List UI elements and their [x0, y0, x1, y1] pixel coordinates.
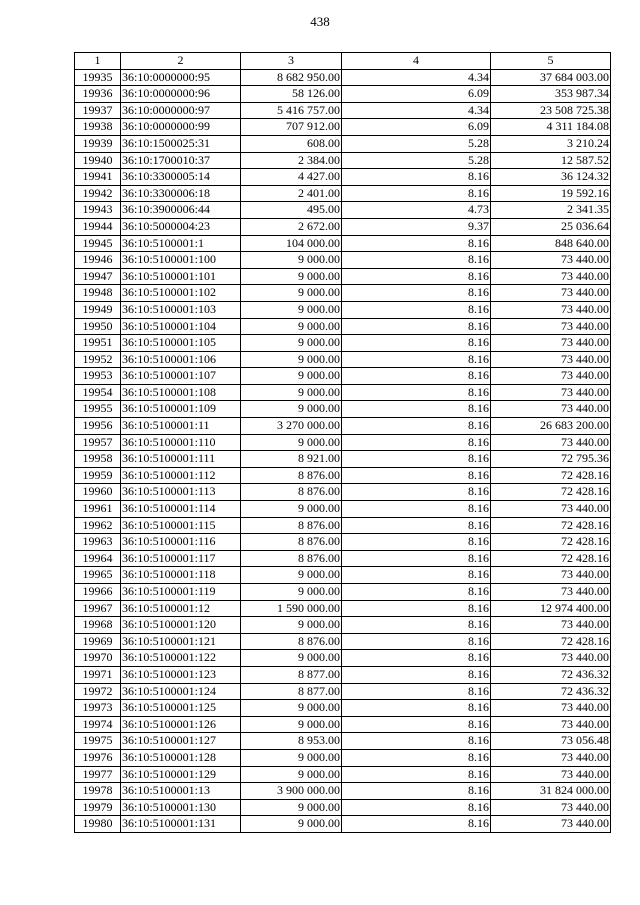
row-number-cell: 19945: [75, 235, 121, 252]
amount-cell: 73 440.00: [491, 700, 611, 717]
amount-cell: 73 440.00: [491, 318, 611, 335]
cadastral-number-cell: 36:10:5100001:123: [121, 666, 241, 683]
cadastral-number-cell: 36:10:5100001:129: [121, 766, 241, 783]
row-number-cell: 19969: [75, 633, 121, 650]
row-number-cell: 19937: [75, 102, 121, 119]
table-row: [75, 135, 611, 152]
cadastral-number-cell: 36:10:3300006:18: [121, 185, 241, 202]
amount-cell: 73 440.00: [491, 617, 611, 634]
row-number-cell: 19958: [75, 451, 121, 468]
cadastral-number-cell: 36:10:5000004:23: [121, 218, 241, 235]
row-number-cell: 19956: [75, 418, 121, 435]
value-cell: 8 682 950.00: [241, 69, 342, 86]
rate-cell: 5.28: [342, 152, 491, 169]
table-row: [75, 119, 611, 136]
row-number-cell: 19963: [75, 534, 121, 551]
cadastral-number-cell: 36:10:3900006:44: [121, 202, 241, 219]
value-cell: 495.00: [241, 202, 342, 219]
cadastral-number-cell: 36:10:5100001:13: [121, 783, 241, 800]
amount-cell: 73 440.00: [491, 650, 611, 667]
row-number-cell: 19943: [75, 202, 121, 219]
cadastral-number-cell: 36:10:5100001:124: [121, 683, 241, 700]
table-row: [75, 318, 611, 335]
row-number-cell: 19949: [75, 301, 121, 318]
amount-cell: 72 428.16: [491, 550, 611, 567]
rate-cell: 8.16: [342, 816, 491, 833]
amount-cell: 12 974 400.00: [491, 600, 611, 617]
cadastral-number-cell: 36:10:5100001:108: [121, 384, 241, 401]
amount-cell: 72 436.32: [491, 666, 611, 683]
value-cell: 9 000.00: [241, 384, 342, 401]
cadastral-number-cell: 36:10:5100001:101: [121, 268, 241, 285]
rate-cell: 4.34: [342, 102, 491, 119]
row-number-cell: 19970: [75, 650, 121, 667]
table-row: [75, 683, 611, 700]
value-cell: 2 401.00: [241, 185, 342, 202]
table-row: [75, 218, 611, 235]
rate-cell: 8.16: [342, 650, 491, 667]
row-number-cell: 19938: [75, 119, 121, 136]
rate-cell: 8.16: [342, 185, 491, 202]
cadastral-number-cell: 36:10:5100001:125: [121, 700, 241, 717]
row-number-cell: 19955: [75, 401, 121, 418]
row-number-cell: 19952: [75, 351, 121, 368]
rate-cell: 8.16: [342, 799, 491, 816]
rate-cell: 8.16: [342, 318, 491, 335]
amount-cell: 73 440.00: [491, 766, 611, 783]
table-row: [75, 600, 611, 617]
value-cell: 9 000.00: [241, 501, 342, 518]
amount-cell: 2 341.35: [491, 202, 611, 219]
amount-cell: 72 428.16: [491, 517, 611, 534]
table-row: [75, 517, 611, 534]
value-cell: 8 921.00: [241, 451, 342, 468]
cadastral-number-cell: 36:10:0000000:95: [121, 69, 241, 86]
amount-cell: 73 440.00: [491, 384, 611, 401]
table-row: [75, 550, 611, 567]
value-cell: 9 000.00: [241, 401, 342, 418]
amount-cell: 73 440.00: [491, 368, 611, 385]
value-cell: 58 126.00: [241, 86, 342, 103]
table-row: [75, 584, 611, 601]
value-cell: 9 000.00: [241, 252, 342, 269]
amount-cell: 73 440.00: [491, 434, 611, 451]
value-cell: 9 000.00: [241, 650, 342, 667]
row-number-cell: 19936: [75, 86, 121, 103]
row-number-cell: 19960: [75, 484, 121, 501]
amount-cell: 73 056.48: [491, 733, 611, 750]
value-cell: 8 876.00: [241, 633, 342, 650]
rate-cell: 8.16: [342, 700, 491, 717]
rate-cell: 8.16: [342, 584, 491, 601]
rate-cell: 4.73: [342, 202, 491, 219]
row-number-cell: 19964: [75, 550, 121, 567]
amount-cell: 72 428.16: [491, 484, 611, 501]
table-row: [75, 617, 611, 634]
table-row: [75, 749, 611, 766]
row-number-cell: 19975: [75, 733, 121, 750]
table-row: [75, 169, 611, 186]
table-row: [75, 633, 611, 650]
column-header-3: 3: [241, 53, 342, 70]
row-number-cell: 19954: [75, 384, 121, 401]
amount-cell: 36 124.32: [491, 169, 611, 186]
table-row: [75, 567, 611, 584]
value-cell: 9 000.00: [241, 584, 342, 601]
rate-cell: 8.16: [342, 301, 491, 318]
table-row: [75, 86, 611, 103]
cadastral-number-cell: 36:10:0000000:96: [121, 86, 241, 103]
page-number: 438: [310, 14, 330, 29]
table-row: [75, 484, 611, 501]
amount-cell: 73 440.00: [491, 268, 611, 285]
rate-cell: 8.16: [342, 567, 491, 584]
amount-cell: 353 987.34: [491, 86, 611, 103]
row-number-cell: 19966: [75, 584, 121, 601]
rate-cell: 8.16: [342, 384, 491, 401]
rate-cell: 8.16: [342, 368, 491, 385]
rate-cell: 8.16: [342, 252, 491, 269]
value-cell: 9 000.00: [241, 617, 342, 634]
row-number-cell: 19962: [75, 517, 121, 534]
cadastral-number-cell: 36:10:5100001:120: [121, 617, 241, 634]
value-cell: 8 877.00: [241, 683, 342, 700]
column-number-row: [75, 53, 611, 70]
amount-cell: 25 036.64: [491, 218, 611, 235]
value-cell: 9 000.00: [241, 700, 342, 717]
value-cell: 8 876.00: [241, 484, 342, 501]
table-row: [75, 285, 611, 302]
row-number-cell: 19978: [75, 783, 121, 800]
value-cell: 707 912.00: [241, 119, 342, 136]
row-number-cell: 19980: [75, 816, 121, 833]
table-row: [75, 650, 611, 667]
amount-cell: 73 440.00: [491, 567, 611, 584]
row-number-cell: 19944: [75, 218, 121, 235]
row-number-cell: 19941: [75, 169, 121, 186]
column-header-1: 1: [75, 53, 121, 70]
row-number-cell: 19953: [75, 368, 121, 385]
table-row: [75, 666, 611, 683]
column-header-4: 4: [342, 53, 491, 70]
row-number-cell: 19939: [75, 135, 121, 152]
table-row: [75, 235, 611, 252]
rate-cell: 8.16: [342, 467, 491, 484]
amount-cell: 73 440.00: [491, 816, 611, 833]
amount-cell: 73 440.00: [491, 351, 611, 368]
amount-cell: 73 440.00: [491, 584, 611, 601]
rate-cell: 8.16: [342, 451, 491, 468]
row-number-cell: 19940: [75, 152, 121, 169]
rate-cell: 8.16: [342, 749, 491, 766]
cadastral-number-cell: 36:10:5100001:105: [121, 335, 241, 352]
row-number-cell: 19968: [75, 617, 121, 634]
amount-cell: 12 587.52: [491, 152, 611, 169]
rate-cell: 8.16: [342, 169, 491, 186]
rate-cell: 6.09: [342, 86, 491, 103]
rate-cell: 8.16: [342, 434, 491, 451]
cadastral-number-cell: 36:10:5100001:100: [121, 252, 241, 269]
value-cell: 9 000.00: [241, 335, 342, 352]
value-cell: 608.00: [241, 135, 342, 152]
amount-cell: 31 824 000.00: [491, 783, 611, 800]
value-cell: 9 000.00: [241, 716, 342, 733]
value-cell: 3 270 000.00: [241, 418, 342, 435]
row-number-cell: 19961: [75, 501, 121, 518]
value-cell: 8 876.00: [241, 517, 342, 534]
rate-cell: 8.16: [342, 401, 491, 418]
table-row: [75, 335, 611, 352]
rate-cell: 5.28: [342, 135, 491, 152]
cadastral-number-cell: 36:10:5100001:109: [121, 401, 241, 418]
cadastral-number-cell: 36:10:5100001:11: [121, 418, 241, 435]
rate-cell: 6.09: [342, 119, 491, 136]
value-cell: 3 900 000.00: [241, 783, 342, 800]
row-number-cell: 19959: [75, 467, 121, 484]
rate-cell: 8.16: [342, 633, 491, 650]
cadastral-number-cell: 36:10:1700010:37: [121, 152, 241, 169]
cadastral-number-cell: 36:10:5100001:103: [121, 301, 241, 318]
row-number-cell: 19942: [75, 185, 121, 202]
amount-cell: 73 440.00: [491, 401, 611, 418]
table-row: [75, 418, 611, 435]
amount-cell: 73 440.00: [491, 716, 611, 733]
table-row: [75, 401, 611, 418]
rate-cell: 8.16: [342, 766, 491, 783]
rate-cell: 8.16: [342, 666, 491, 683]
amount-cell: 72 436.32: [491, 683, 611, 700]
cadastral-number-cell: 36:10:5100001:116: [121, 534, 241, 551]
table-row: [75, 368, 611, 385]
cadastral-number-cell: 36:10:5100001:107: [121, 368, 241, 385]
rate-cell: 8.16: [342, 484, 491, 501]
table-row: [75, 534, 611, 551]
cadastral-number-cell: 36:10:5100001:121: [121, 633, 241, 650]
registry-table: [74, 52, 611, 833]
table-row: [75, 252, 611, 269]
value-cell: 9 000.00: [241, 268, 342, 285]
value-cell: 9 000.00: [241, 318, 342, 335]
row-number-cell: 19947: [75, 268, 121, 285]
amount-cell: 26 683 200.00: [491, 418, 611, 435]
cadastral-number-cell: 36:10:5100001:127: [121, 733, 241, 750]
cadastral-number-cell: 36:10:5100001:122: [121, 650, 241, 667]
row-number-cell: 19967: [75, 600, 121, 617]
value-cell: 9 000.00: [241, 816, 342, 833]
value-cell: 8 876.00: [241, 550, 342, 567]
row-number-cell: 19948: [75, 285, 121, 302]
table-row: [75, 716, 611, 733]
value-cell: 5 416 757.00: [241, 102, 342, 119]
value-cell: 2 384.00: [241, 152, 342, 169]
cadastral-number-cell: 36:10:5100001:115: [121, 517, 241, 534]
amount-cell: 73 440.00: [491, 335, 611, 352]
value-cell: 9 000.00: [241, 434, 342, 451]
amount-cell: 4 311 184.08: [491, 119, 611, 136]
row-number-cell: 19972: [75, 683, 121, 700]
rate-cell: 9.37: [342, 218, 491, 235]
rate-cell: 8.16: [342, 550, 491, 567]
row-number-cell: 19951: [75, 335, 121, 352]
cadastral-number-cell: 36:10:5100001:126: [121, 716, 241, 733]
cadastral-number-cell: 36:10:5100001:1: [121, 235, 241, 252]
value-cell: 9 000.00: [241, 567, 342, 584]
table-row: [75, 733, 611, 750]
rate-cell: 8.16: [342, 335, 491, 352]
table-row: [75, 783, 611, 800]
rate-cell: 8.16: [342, 683, 491, 700]
value-cell: 9 000.00: [241, 368, 342, 385]
table-row: [75, 384, 611, 401]
cadastral-number-cell: 36:10:5100001:114: [121, 501, 241, 518]
cadastral-number-cell: 36:10:5100001:102: [121, 285, 241, 302]
rate-cell: 8.16: [342, 268, 491, 285]
amount-cell: 19 592.16: [491, 185, 611, 202]
value-cell: 8 876.00: [241, 467, 342, 484]
cadastral-number-cell: 36:10:5100001:117: [121, 550, 241, 567]
row-number-cell: 19950: [75, 318, 121, 335]
rate-cell: 8.16: [342, 600, 491, 617]
table-row: [75, 434, 611, 451]
cadastral-number-cell: 36:10:5100001:130: [121, 799, 241, 816]
table-row: [75, 185, 611, 202]
table-row: [75, 268, 611, 285]
cadastral-number-cell: 36:10:5100001:104: [121, 318, 241, 335]
value-cell: 1 590 000.00: [241, 600, 342, 617]
value-cell: 8 876.00: [241, 534, 342, 551]
table-row: [75, 501, 611, 518]
row-number-cell: 19946: [75, 252, 121, 269]
cadastral-number-cell: 36:10:3300005:14: [121, 169, 241, 186]
value-cell: 104 000.00: [241, 235, 342, 252]
row-number-cell: 19976: [75, 749, 121, 766]
amount-cell: 72 428.16: [491, 467, 611, 484]
value-cell: 2 672.00: [241, 218, 342, 235]
table-row: [75, 451, 611, 468]
cadastral-number-cell: 36:10:5100001:118: [121, 567, 241, 584]
table-row: [75, 202, 611, 219]
cadastral-number-cell: 36:10:0000000:99: [121, 119, 241, 136]
cadastral-number-cell: 36:10:5100001:113: [121, 484, 241, 501]
amount-cell: 73 440.00: [491, 749, 611, 766]
cadastral-number-cell: 36:10:5100001:111: [121, 451, 241, 468]
cadastral-number-cell: 36:10:5100001:106: [121, 351, 241, 368]
rate-cell: 8.16: [342, 517, 491, 534]
row-number-cell: 19957: [75, 434, 121, 451]
value-cell: 9 000.00: [241, 351, 342, 368]
table-row: [75, 152, 611, 169]
amount-cell: 73 440.00: [491, 285, 611, 302]
amount-cell: 848 640.00: [491, 235, 611, 252]
amount-cell: 72 428.16: [491, 633, 611, 650]
amount-cell: 23 508 725.38: [491, 102, 611, 119]
value-cell: 9 000.00: [241, 766, 342, 783]
amount-cell: 73 440.00: [491, 252, 611, 269]
amount-cell: 73 440.00: [491, 301, 611, 318]
rate-cell: 8.16: [342, 351, 491, 368]
cadastral-number-cell: 36:10:5100001:112: [121, 467, 241, 484]
row-number-cell: 19974: [75, 716, 121, 733]
value-cell: 9 000.00: [241, 301, 342, 318]
cadastral-number-cell: 36:10:5100001:128: [121, 749, 241, 766]
row-number-cell: 19965: [75, 567, 121, 584]
table-row: [75, 467, 611, 484]
rate-cell: 4.34: [342, 69, 491, 86]
amount-cell: 72 428.16: [491, 534, 611, 551]
column-header-2: 2: [121, 53, 241, 70]
table-row: [75, 766, 611, 783]
value-cell: 4 427.00: [241, 169, 342, 186]
registry-body: [75, 53, 611, 833]
rate-cell: 8.16: [342, 534, 491, 551]
rate-cell: 8.16: [342, 418, 491, 435]
cadastral-number-cell: 36:10:1500025:31: [121, 135, 241, 152]
table-row: [75, 816, 611, 833]
cadastral-number-cell: 36:10:5100001:12: [121, 600, 241, 617]
row-number-cell: 19935: [75, 69, 121, 86]
amount-cell: 37 684 003.00: [491, 69, 611, 86]
table-row: [75, 102, 611, 119]
table-row: [75, 700, 611, 717]
table-row: [75, 69, 611, 86]
column-header-5: 5: [491, 53, 611, 70]
value-cell: 9 000.00: [241, 749, 342, 766]
amount-cell: 72 795.36: [491, 451, 611, 468]
row-number-cell: 19977: [75, 766, 121, 783]
cadastral-number-cell: 36:10:5100001:131: [121, 816, 241, 833]
value-cell: 8 877.00: [241, 666, 342, 683]
rate-cell: 8.16: [342, 617, 491, 634]
value-cell: 9 000.00: [241, 285, 342, 302]
value-cell: 9 000.00: [241, 799, 342, 816]
rate-cell: 8.16: [342, 285, 491, 302]
table-row: [75, 799, 611, 816]
table-row: [75, 351, 611, 368]
rate-cell: 8.16: [342, 501, 491, 518]
value-cell: 8 953.00: [241, 733, 342, 750]
row-number-cell: 19971: [75, 666, 121, 683]
rate-cell: 8.16: [342, 716, 491, 733]
rate-cell: 8.16: [342, 783, 491, 800]
table-row: [75, 301, 611, 318]
rate-cell: 8.16: [342, 235, 491, 252]
cadastral-number-cell: 36:10:0000000:97: [121, 102, 241, 119]
cadastral-number-cell: 36:10:5100001:110: [121, 434, 241, 451]
cadastral-number-cell: 36:10:5100001:119: [121, 584, 241, 601]
row-number-cell: 19979: [75, 799, 121, 816]
amount-cell: 73 440.00: [491, 501, 611, 518]
rate-cell: 8.16: [342, 733, 491, 750]
amount-cell: 73 440.00: [491, 799, 611, 816]
amount-cell: 3 210.24: [491, 135, 611, 152]
row-number-cell: 19973: [75, 700, 121, 717]
